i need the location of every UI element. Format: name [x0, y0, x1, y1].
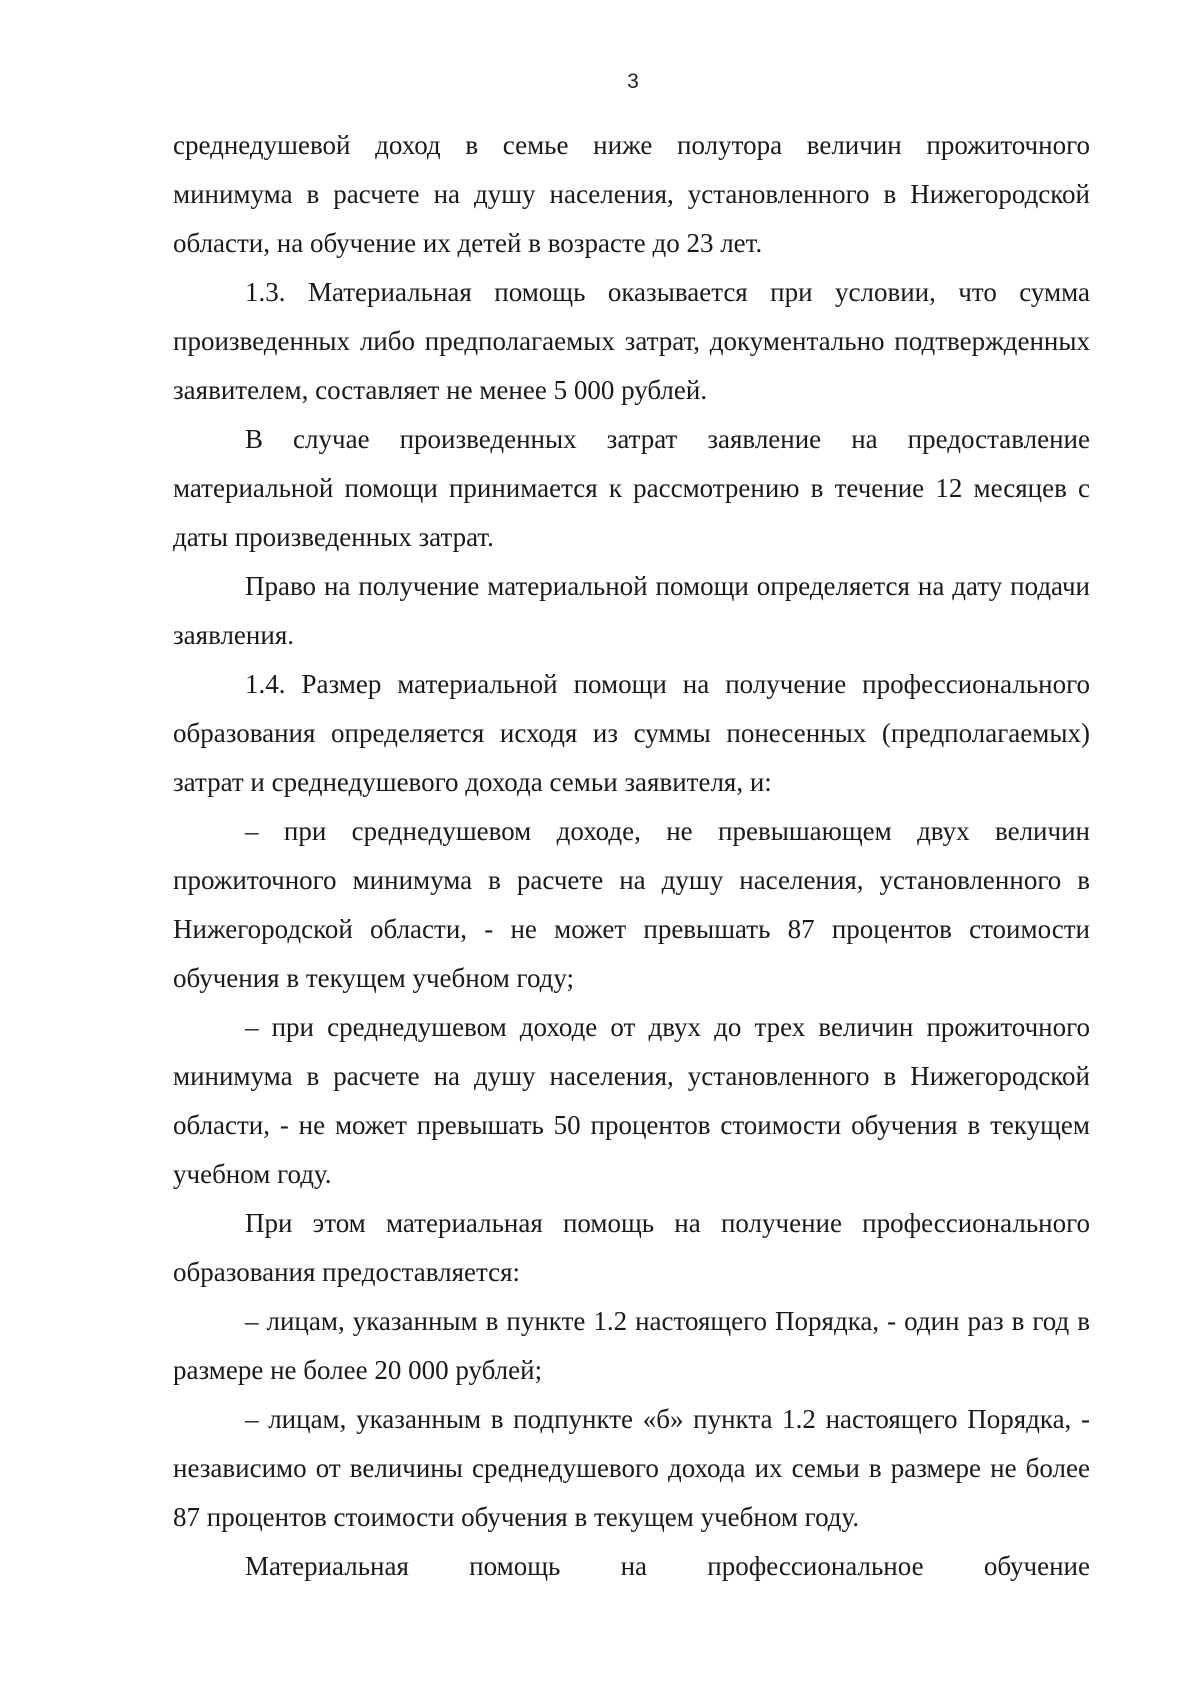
page-number: 3: [627, 70, 639, 93]
list-item: – лицам, указанным в пункте 1.2 настоящего Порядка, - один раз в год в размере не более 20 000 рублей;: [173, 1306, 1090, 1385]
paragraph: Право на получение материальной помощи определяется на дату подачи заявления.: [173, 571, 1090, 650]
paragraph: При этом материальная помощь на получение профессионального образования предоставляется:: [173, 1208, 1090, 1287]
document-body: [173, 121, 1090, 1591]
list-item: – при среднедушевом доходе, не превышающем двух величин прожиточного минимума в расчете на душу населения, установленного в Нижегородской области, - не может превышать 87 процентов стоимости обучения в текущем учебном году;: [173, 816, 1090, 993]
paragraph: В случае произведенных затрат заявление на предоставление материальной помощи принимается к рассмотрению в течение 12 месяцев с даты произведенных затрат.: [173, 424, 1090, 552]
list-item: – при среднедушевом доходе от двух до трех величин прожиточного минимума в расчете на душу населения, установленного в Нижегородской области, - не может превышать 50 процентов стоимости обучения в текущем учебном году.: [173, 1012, 1090, 1189]
paragraph: 1.3. Материальная помощь оказывается при условии, что сумма произведенных либо предполагаемых затрат, документально подтвержденных заявителем, составляет не менее 5 000 рублей.: [173, 277, 1090, 405]
list-item: – лицам, указанным в подпункте «б» пункта 1.2 настоящего Порядка, - независимо от величины среднедушевого дохода их семьи в размере не более 87 процентов стоимости обучения в текущем учебном году.: [173, 1404, 1090, 1532]
paragraph: 1.4. Размер материальной помощи на получение профессионального образования определяется исходя из суммы понесенных (предполагаемых) затрат и среднедушевого дохода семьи заявителя, и:: [173, 669, 1090, 797]
paragraph: среднедушевой доход в семье ниже полутора величин прожиточного минимума в расчете на душу населения, установленного в Нижегородской области, на обучение их детей в возрасте до 23 лет.: [173, 130, 1090, 258]
paragraph-continued: Материальная помощь на профессиональное обучение: [245, 1551, 1090, 1581]
